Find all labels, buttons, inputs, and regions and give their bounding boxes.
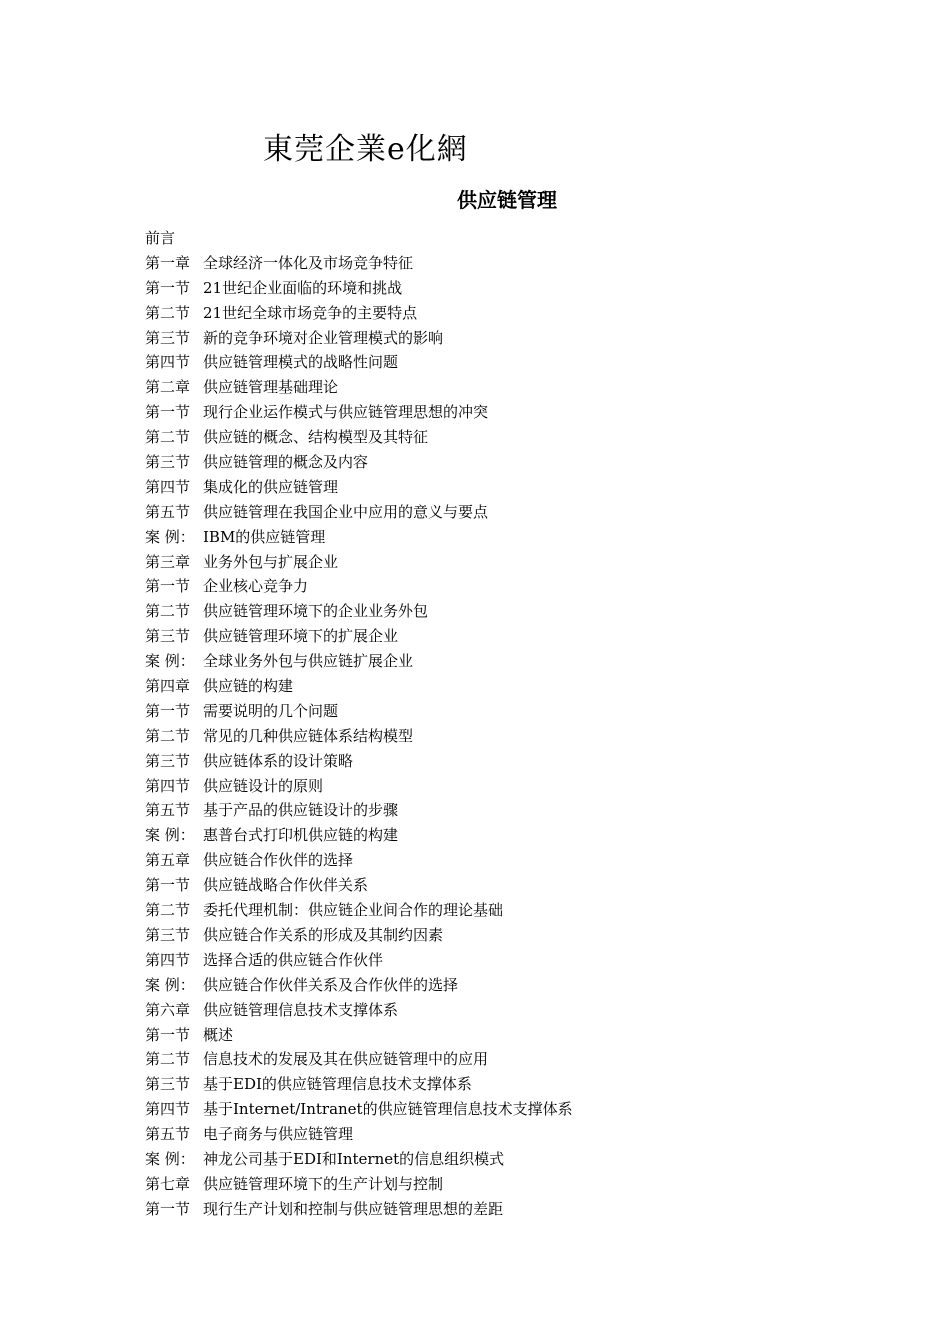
toc-entry-title: 神龙公司基于EDI和Internet的信息组织模式	[203, 1149, 505, 1168]
toc-entry-title: 现行企业运作模式与供应链管理思想的冲突	[203, 403, 489, 422]
toc-entry-title: 供应链管理信息技术支撑体系	[203, 1000, 399, 1019]
toc-entry-title: 21世纪全球市场竞争的主要特点	[203, 303, 418, 322]
toc-entry	[145, 674, 573, 699]
toc-entry	[145, 1097, 573, 1122]
toc-entry	[145, 574, 573, 599]
toc-entry-label: 第四节	[145, 950, 191, 969]
toc-entry-label: 案 例：	[145, 652, 195, 671]
toc-entry-title: 企业核心竞争力	[203, 577, 309, 596]
site-title: 東莞企業e化網	[263, 132, 468, 167]
toc-entry	[145, 425, 573, 450]
toc-entry-title: 新的竞争环境对企业管理模式的影响	[203, 328, 444, 347]
toc-entry-label: 第一节	[145, 1025, 191, 1044]
toc-entry	[145, 973, 573, 998]
toc-entry	[145, 699, 573, 724]
toc-entry-label: 第二节	[145, 602, 191, 621]
toc-entry	[145, 774, 573, 799]
toc-entry-label: 第四节	[145, 477, 191, 496]
toc-entry-title: 概述	[203, 1025, 234, 1044]
toc-entry	[145, 375, 573, 400]
toc-entry	[145, 1122, 573, 1147]
toc-entry	[145, 400, 573, 425]
toc-entry-label: 第五节	[145, 801, 191, 820]
toc-entry	[145, 749, 573, 774]
toc-entry-title: 信息技术的发展及其在供应链管理中的应用	[203, 1050, 489, 1069]
toc-entry-title: 供应链合作伙伴的选择	[203, 851, 354, 870]
toc-entry-label: 第三节	[145, 925, 191, 944]
toc-entry	[145, 724, 573, 749]
toc-entry-title: 供应链合作伙伴关系及合作伙伴的选择	[203, 975, 459, 994]
toc-entry-title: 集成化的供应链管理	[203, 477, 339, 496]
toc-entry-title: 供应链管理基础理论	[203, 378, 339, 397]
toc-entry	[145, 823, 573, 848]
toc-entry-label: 案 例：	[145, 527, 195, 546]
toc-entry-title: 现行生产计划和控制与供应链管理思想的差距	[203, 1199, 504, 1218]
toc-entry-label: 第二节	[145, 428, 191, 447]
toc-entry-label: 第一节	[145, 577, 191, 596]
toc-entry	[145, 550, 573, 575]
toc-entry-label: 第七章	[145, 1174, 191, 1193]
toc-entry	[145, 1147, 573, 1172]
toc-entry-title: 供应链合作关系的形成及其制约因素	[203, 925, 444, 944]
toc-entry-title: 供应链设计的原则	[203, 776, 324, 795]
toc-entry-title: 全球业务外包与供应链扩展企业	[203, 652, 414, 671]
table-of-contents	[145, 226, 573, 1222]
toc-entry-title: 21世纪企业面临的环境和挑战	[203, 278, 403, 297]
toc-entry	[145, 1047, 573, 1072]
toc-entry-label: 第三节	[145, 453, 191, 472]
toc-entry-label: 第四节	[145, 776, 191, 795]
toc-entry	[145, 1197, 573, 1222]
toc-entry-title: 基于EDI的供应链管理信息技术支撑体系	[203, 1075, 472, 1094]
toc-entry	[145, 525, 573, 550]
toc-entry	[145, 998, 573, 1023]
toc-entry	[145, 500, 573, 525]
toc-entry	[145, 848, 573, 873]
toc-entry-label: 第一节	[145, 701, 191, 720]
toc-entry	[145, 450, 573, 475]
toc-entry-label: 第一节	[145, 1199, 191, 1218]
toc-entry-label: 第四节	[145, 353, 191, 372]
toc-entry-title: 需要说明的几个问题	[203, 701, 339, 720]
toc-entry-label: 第一节	[145, 278, 191, 297]
toc-entry	[145, 1072, 573, 1097]
toc-entry-label: 第一节	[145, 403, 191, 422]
toc-entry-label: 第一章	[145, 253, 191, 272]
toc-entry	[145, 301, 573, 326]
toc-entry-title: 供应链的概念、结构模型及其特征	[203, 428, 429, 447]
toc-entry	[145, 599, 573, 624]
toc-entry-label: 第二章	[145, 378, 191, 397]
toc-entry-title: 惠普台式打印机供应链的构建	[203, 826, 399, 845]
toc-entry-label: 第五章	[145, 851, 191, 870]
toc-entry-title: 供应链管理环境下的生产计划与控制	[203, 1174, 444, 1193]
toc-entry	[145, 276, 573, 301]
toc-entry-label: 第四节	[145, 1100, 191, 1119]
toc-entry	[145, 350, 573, 375]
toc-entry	[145, 649, 573, 674]
toc-entry-title: 供应链的构建	[203, 677, 294, 696]
toc-entry-title: 供应链管理在我国企业中应用的意义与要点	[203, 502, 489, 521]
toc-entry	[145, 326, 573, 351]
toc-entry-title: 供应链战略合作伙伴关系	[203, 876, 369, 895]
toc-entry-title: 供应链管理的概念及内容	[203, 453, 369, 472]
toc-entry-label: 第三章	[145, 552, 191, 571]
toc-entry-title: 供应链管理环境下的企业业务外包	[203, 602, 429, 621]
toc-entry-title: 供应链管理环境下的扩展企业	[203, 627, 399, 646]
toc-entry-title: 常见的几种供应链体系结构模型	[203, 726, 414, 745]
toc-entry-label: 第三节	[145, 751, 191, 770]
toc-entry	[145, 251, 573, 276]
toc-entry	[145, 1023, 573, 1048]
toc-entry	[145, 923, 573, 948]
toc-entry	[145, 226, 573, 251]
document-title: 供应链管理	[457, 188, 557, 212]
toc-entry-title: 委托代理机制：供应链企业间合作的理论基础	[203, 901, 504, 920]
toc-entry-title: 供应链体系的设计策略	[203, 751, 354, 770]
toc-entry-title: 供应链管理模式的战略性问题	[203, 353, 399, 372]
toc-entry-label: 第六章	[145, 1000, 191, 1019]
toc-entry-title: 基于Internet/Intranet的供应链管理信息技术支撑体系	[203, 1100, 573, 1119]
toc-entry-label: 案 例：	[145, 1149, 195, 1168]
toc-entry-title: 选择合适的供应链合作伙伴	[203, 950, 384, 969]
toc-entry-label: 第三节	[145, 1075, 191, 1094]
toc-entry-label: 第三节	[145, 328, 191, 347]
toc-entry-label: 第五节	[145, 1125, 191, 1144]
toc-entry-label: 第二节	[145, 901, 191, 920]
toc-entry-label: 案 例：	[145, 975, 195, 994]
toc-entry-title: 电子商务与供应链管理	[203, 1125, 354, 1144]
toc-entry	[145, 948, 573, 973]
toc-entry-title: IBM的供应链管理	[203, 527, 326, 546]
toc-entry	[145, 873, 573, 898]
toc-entry-label: 案 例：	[145, 826, 195, 845]
toc-entry-label: 第五节	[145, 502, 191, 521]
toc-entry-label: 第一节	[145, 876, 191, 895]
toc-entry-title: 全球经济一体化及市场竞争特征	[203, 253, 414, 272]
toc-entry-label: 前言	[145, 229, 176, 247]
toc-entry	[145, 624, 573, 649]
toc-entry-label: 第二节	[145, 1050, 191, 1069]
toc-entry-label: 第二节	[145, 726, 191, 745]
toc-entry-label: 第二节	[145, 303, 191, 322]
toc-entry-label: 第四章	[145, 677, 191, 696]
toc-entry	[145, 798, 573, 823]
toc-entry-title: 业务外包与扩展企业	[203, 552, 339, 571]
toc-entry-title: 基于产品的供应链设计的步骤	[203, 801, 399, 820]
toc-entry	[145, 475, 573, 500]
toc-entry	[145, 1172, 573, 1197]
toc-entry-label: 第三节	[145, 627, 191, 646]
toc-entry	[145, 898, 573, 923]
